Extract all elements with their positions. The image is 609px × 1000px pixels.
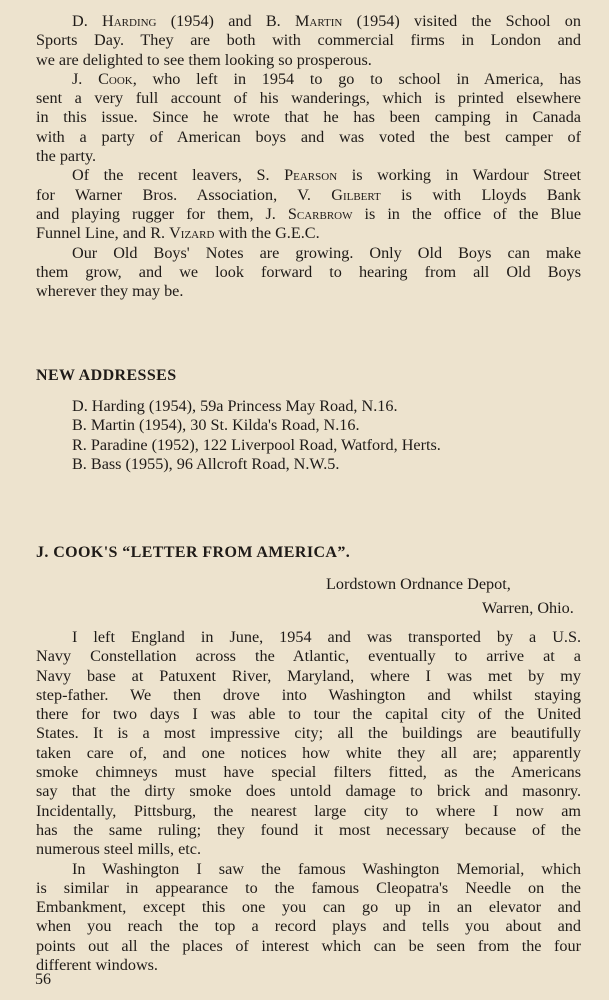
letter-line: different windows. xyxy=(36,956,158,975)
notes-line: we are delighted to see them looking so prosperous. xyxy=(36,50,372,69)
address-entry: D. Harding (1954), 59a Princess May Road, N.16. xyxy=(72,397,398,415)
letter-heading: J. COOK'S “LETTER FROM AMERICA”. xyxy=(36,544,351,561)
letter-line: has the same ruling; they found it most necessary because of the xyxy=(36,820,581,839)
letter-address-line-2: Warren, Ohio. xyxy=(482,599,574,617)
notes-line: J. Cook, who left in 1954 to go to school in America, has xyxy=(72,69,581,88)
letter-line: there for two days I was able to tour the capital city of the United xyxy=(36,705,581,724)
notes-line: Our Old Boys' Notes are growing. Only Old Boys can make xyxy=(72,243,581,262)
letter-line: step-father. We then drove into Washington and whilst staying xyxy=(36,685,581,704)
notes-line: for Warner Bros. Association, V. Gilbert is with Lloyds Bank xyxy=(36,185,581,204)
letter-line: say that the dirty smoke does untold damage to brick and masonry. xyxy=(36,782,581,801)
notes-line: Sports Day. They are both with commercial firms in London and xyxy=(36,31,581,50)
notes-line: Funnel Line, and R. Vizard with the G.E.C. xyxy=(36,224,320,243)
notes-line: D. Harding (1954) and B. Martin (1954) visited the School on xyxy=(72,12,581,30)
page-number: 56 xyxy=(35,971,51,988)
letter-line: is similar in appearance to the famous Cleopatra's Needle on the xyxy=(36,878,581,897)
notes-line: the party. xyxy=(36,147,97,166)
letter-line: Navy base at Patuxent River, Maryland, where I was met by my xyxy=(36,666,581,685)
letter-line: States. It is a most impressive city; all the buildings are beautifully xyxy=(36,724,581,743)
letter-line: Embankment, except this one you can go up in an elevator and xyxy=(36,898,581,917)
notes-line: in this issue. Since he wrote that he has been camping in Canada xyxy=(36,108,581,127)
letter-line: taken care of, and one notices how white they all are; apparently xyxy=(36,743,581,762)
notes-line: Of the recent leavers, S. Pearson is working in Wardour Street xyxy=(72,166,581,185)
old-boys-notes xyxy=(36,12,581,301)
letter-line: Navy Constellation across the Atlantic, eventually to arrive at a xyxy=(36,647,581,666)
address-entry: B. Martin (1954), 30 St. Kilda's Road, N.16. xyxy=(72,416,360,435)
new-addresses-list xyxy=(72,397,552,474)
letter-line: I left England in June, 1954 and was transported by a U.S. xyxy=(72,628,581,646)
new-addresses-heading: NEW ADDRESSES xyxy=(36,367,177,384)
letter-line: numerous steel mills, etc. xyxy=(36,840,201,859)
letter-line: In Washington I saw the famous Washington Memorial, which xyxy=(72,859,581,878)
letter-line: smoke chimneys must have special filters fitted, as the Americans xyxy=(36,763,581,782)
notes-line: and playing rugger for them, J. Scarbrow is in the office of the Blue xyxy=(36,204,582,223)
notes-line: sent a very full account of his wanderings, which is printed elsewhere xyxy=(36,89,581,108)
notes-line: them grow, and we look forward to hearing from all Old Boys xyxy=(36,262,581,281)
letter-line: Incidentally, Pittsburg, the nearest large city to where I now am xyxy=(36,801,581,820)
letter-body xyxy=(36,628,581,975)
address-entry: B. Bass (1955), 96 Allcroft Road, N.W.5. xyxy=(72,454,340,473)
notes-line: wherever they may be. xyxy=(36,282,184,301)
address-entry: R. Paradine (1952), 122 Liverpool Road, Watford, Herts. xyxy=(72,435,441,454)
letter-line: points out all the places of interest which can be seen from the four xyxy=(36,936,581,955)
letter-line: when you reach the top a record plays and tells you about and xyxy=(36,917,581,936)
letter-address-line-1: Lordstown Ordnance Depot, xyxy=(326,575,511,593)
notes-line: with a party of American boys and was voted the best camper of xyxy=(36,127,581,146)
